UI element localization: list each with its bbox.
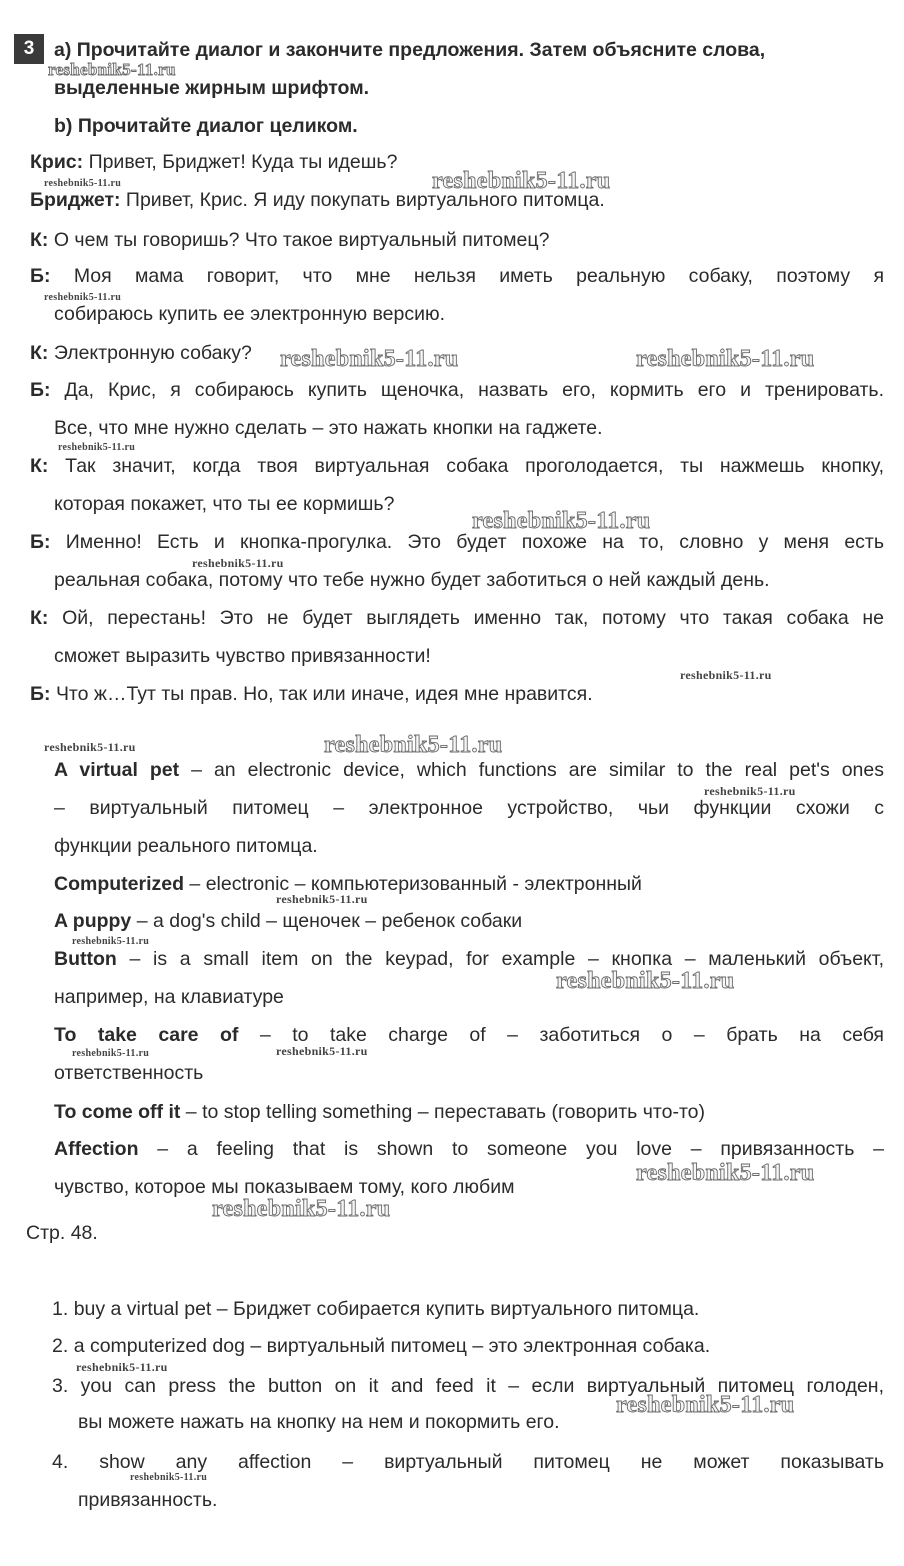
dialog-text: Именно! Есть и кнопка-прогулка. Это будет похоже на то, словно у меня есть <box>65 531 885 553</box>
speaker-label: Б: <box>30 531 51 553</box>
glossary-term: A virtual pet <box>54 759 180 781</box>
dialog-text: Моя мама говорит, что мне нельзя иметь реальную собаку, поэтому я <box>73 265 884 287</box>
glossary-definition: – an electronic device, which functions are similar to the real pet's ones <box>179 759 884 781</box>
glossary-term: Affection <box>54 1138 139 1160</box>
glossary-definition: – a feeling that is shown to someone you love – привязанность – <box>138 1138 884 1160</box>
dialog-text: Да, Крис, я собираюсь купить щеночка, назвать его, кормить его и тренировать. <box>64 379 884 401</box>
glossary-definition-cont: функции реального питомца. <box>54 835 318 857</box>
glossary-entry <box>54 909 522 933</box>
glossary-definition: – is a small item on the keypad, for example – кнопка – маленький объект, <box>116 948 884 970</box>
answer-text-cont: вы можете нажать на кнопку на нем и покормить его. <box>78 1411 560 1433</box>
dialog-line <box>30 341 252 365</box>
answer-text: you can press the button on it and feed it – если виртуальный питомец голоден, <box>80 1375 884 1397</box>
dialog-text: Электронную собаку? <box>53 342 252 364</box>
speaker-label: Б: <box>30 265 51 287</box>
glossary-term: To come off it <box>54 1101 181 1123</box>
dialog-line <box>30 150 397 174</box>
dialog-line-cont: сможет выразить чувство привязанности! <box>54 645 431 667</box>
glossary-entry <box>54 758 884 782</box>
answer-text: show any affection – виртуальный питомец не может показывать <box>99 1451 885 1473</box>
dialog-line <box>30 454 884 478</box>
speaker-label: Б: <box>30 683 51 705</box>
speaker-label: К: <box>30 455 49 477</box>
watermark: reshebnik5-11.ru <box>58 442 136 453</box>
watermark: reshebnik5-11.ru <box>44 292 122 303</box>
watermark: reshebnik5-11.ru <box>324 732 503 758</box>
watermark: reshebnik5-11.ru <box>276 1044 368 1058</box>
glossary-definition: – to take charge of – заботиться о – брать на себя <box>238 1024 884 1046</box>
glossary-definition-cont: чувство, которое мы показываем тому, кого любим <box>54 1176 515 1198</box>
answer-number: 4. <box>52 1451 69 1473</box>
answer-text-cont: привязанность. <box>78 1489 218 1511</box>
glossary-entry <box>54 1100 705 1124</box>
dialog-line-cont: реальная собака, потому что тебе нужно будет заботиться о ней каждый день. <box>54 569 770 591</box>
watermark: reshebnik5-11.ru <box>44 740 136 754</box>
glossary-entry <box>54 1137 884 1161</box>
dialog-line <box>30 264 884 288</box>
watermark: reshebnik5-11.ru <box>616 1392 795 1418</box>
watermark: reshebnik5-11.ru <box>432 168 611 194</box>
speaker-label: Бриджет: <box>30 189 121 211</box>
watermark: reshebnik5-11.ru <box>72 1048 150 1059</box>
dialog-line <box>30 530 884 554</box>
speaker-label: К: <box>30 342 49 364</box>
watermark: reshebnik5-11.ru <box>276 892 368 906</box>
speaker-label: К: <box>30 607 49 629</box>
watermark: reshebnik5-11.ru <box>280 346 459 372</box>
answer-number: 3. <box>52 1375 69 1397</box>
watermark: reshebnik5-11.ru <box>76 1360 168 1374</box>
speaker-label: Крис: <box>30 151 84 173</box>
speaker-label: К: <box>30 229 49 251</box>
dialog-text: Что ж…Тут ты прав. Но, так или иначе, идея мне нравится. <box>55 683 593 705</box>
answer-item <box>52 1450 884 1474</box>
watermark: reshebnik5-11.ru <box>192 556 284 570</box>
glossary-term: A puppy <box>54 910 132 932</box>
answer-number: 1. <box>52 1298 69 1320</box>
answer-text: buy a virtual pet – Бриджет собирается купить виртуального питомца. <box>73 1298 700 1320</box>
glossary-term: Computerized <box>54 873 185 895</box>
glossary-entry <box>54 947 884 971</box>
glossary-definition-cont: например, на клавиатуре <box>54 986 284 1008</box>
watermark: reshebnik5-11.ru <box>72 936 150 947</box>
dialog-line-cont: Все, что мне нужно сделать – это нажать кнопки на гаджете. <box>54 417 603 439</box>
glossary-definition-cont: – виртуальный питомец – электронное устройство, чьи функции схожи с <box>54 797 884 819</box>
dialog-line <box>30 378 884 402</box>
dialog-line <box>30 228 549 252</box>
watermark: reshebnik5-11.ru <box>44 178 122 189</box>
dialog-text: О чем ты говоришь? Что такое виртуальный питомец? <box>53 229 550 251</box>
answer-number: 2. <box>52 1335 69 1357</box>
watermark: reshebnik5-11.ru <box>704 784 796 798</box>
task-instruction-a-cont: выделенные жирным шрифтом. <box>54 77 370 99</box>
task-number-badge: 3 <box>14 34 44 64</box>
watermark: reshebnik5-11.ru <box>48 60 176 79</box>
task-instruction-b: b) Прочитайте диалог целиком. <box>54 115 358 137</box>
dialog-text: Привет, Бриджет! Куда ты идешь? <box>88 151 398 173</box>
watermark: reshebnik5-11.ru <box>636 1160 815 1186</box>
watermark: reshebnik5-11.ru <box>556 968 735 994</box>
dialog-text: Так значит, когда твоя виртуальная собака проголодается, ты нажмешь кнопку, <box>65 455 884 477</box>
answer-item <box>52 1297 699 1321</box>
page-reference: Стр. 48. <box>26 1222 98 1244</box>
dialog-text: Привет, Крис. Я иду покупать виртуального питомца. <box>125 189 605 211</box>
dialog-text: Ой, перестань! Это не будет выглядеть именно так, потому что такая собака не <box>62 607 884 629</box>
dialog-line-cont: которая покажет, что ты ее кормишь? <box>54 493 395 515</box>
answer-text: a computerized dog – виртуальный питомец – это электронная собака. <box>73 1335 711 1357</box>
glossary-term: Button <box>54 948 117 970</box>
glossary-entry <box>54 1023 884 1047</box>
speaker-label: Б: <box>30 379 51 401</box>
task-instruction-a: a) Прочитайте диалог и закончите предложения. Затем объясните слова, <box>54 39 766 61</box>
glossary-definition: – to stop telling something – переставать (говорить что-то) <box>180 1101 706 1123</box>
dialog-line-cont: собираюсь купить ее электронную версию. <box>54 303 446 325</box>
glossary-definition: – electronic – компьютеризованный - электронный <box>184 873 642 895</box>
glossary-definition-cont: ответственность <box>54 1062 204 1084</box>
watermark: reshebnik5-11.ru <box>680 668 772 682</box>
answer-item <box>52 1334 710 1358</box>
dialog-line <box>30 606 884 630</box>
watermark: reshebnik5-11.ru <box>130 1472 208 1483</box>
glossary-definition: – a dog's child – щеночек – ребенок собаки <box>131 910 523 932</box>
watermark: reshebnik5-11.ru <box>472 508 651 534</box>
dialog-line <box>30 682 593 706</box>
watermark: reshebnik5-11.ru <box>212 1196 391 1222</box>
glossary-term: To take care of <box>54 1024 239 1046</box>
watermark: reshebnik5-11.ru <box>636 346 815 372</box>
